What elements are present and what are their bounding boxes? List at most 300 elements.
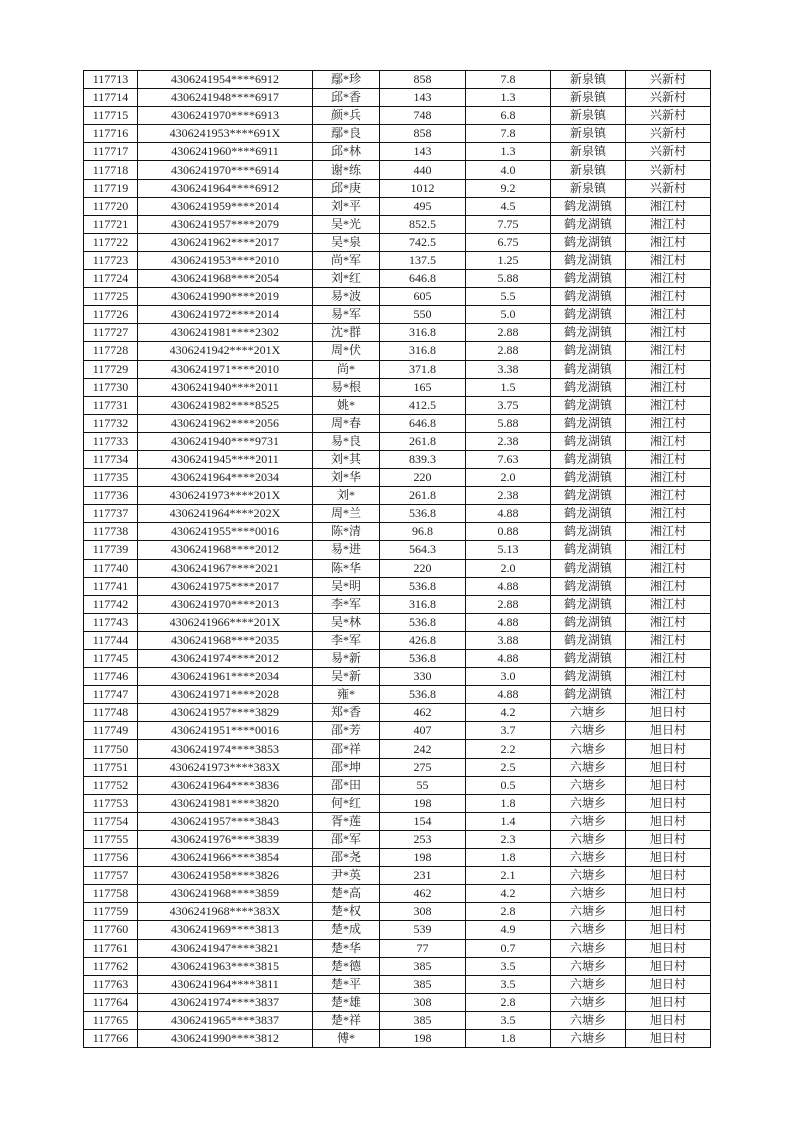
id-number-cell: 4306241964****3836 [138,776,313,794]
table-row [84,758,711,776]
village-cell: 旭日村 [626,758,711,776]
town-cell: 鹤龙湖镇 [551,233,626,251]
serial-number-cell: 117737 [84,505,138,523]
village-cell: 湘江村 [626,288,711,306]
name-cell: 易*新 [313,650,380,668]
town-cell: 六塘乡 [551,722,626,740]
area-cell: 1.25 [466,251,551,269]
area-cell: 4.88 [466,686,551,704]
name-cell: 吴*新 [313,668,380,686]
table-row [84,559,711,577]
town-cell: 新泉镇 [551,71,626,89]
village-cell: 湘江村 [626,251,711,269]
amount-cell: 412.5 [380,396,466,414]
village-cell: 旭日村 [626,830,711,848]
village-cell: 湘江村 [626,668,711,686]
town-cell: 鹤龙湖镇 [551,432,626,450]
id-number-cell: 4306241981****3820 [138,794,313,812]
table-row [84,1029,711,1047]
name-cell: 刘*平 [313,197,380,215]
town-cell: 鹤龙湖镇 [551,197,626,215]
amount-cell: 462 [380,885,466,903]
amount-cell: 858 [380,71,466,89]
serial-number-cell: 117715 [84,107,138,125]
town-cell: 六塘乡 [551,957,626,975]
village-cell: 旭日村 [626,812,711,830]
area-cell: 6.8 [466,107,551,125]
id-number-cell: 4306241990****3812 [138,1029,313,1047]
name-cell: 邵*祥 [313,740,380,758]
id-number-cell: 4306241940****2011 [138,378,313,396]
village-cell: 湘江村 [626,650,711,668]
name-cell: 尚* [313,360,380,378]
table-row [84,215,711,233]
name-cell: 刘*红 [313,270,380,288]
table-row [84,776,711,794]
serial-number-cell: 117727 [84,324,138,342]
name-cell: 胥*莲 [313,812,380,830]
town-cell: 新泉镇 [551,107,626,125]
amount-cell: 316.8 [380,324,466,342]
amount-cell: 1012 [380,179,466,197]
area-cell: 2.88 [466,595,551,613]
amount-cell: 198 [380,849,466,867]
village-cell: 湘江村 [626,595,711,613]
area-cell: 4.88 [466,613,551,631]
name-cell: 李*军 [313,595,380,613]
village-cell: 湘江村 [626,469,711,487]
table-row [84,613,711,631]
id-number-cell: 4306241964****2034 [138,469,313,487]
amount-cell: 231 [380,867,466,885]
id-number-cell: 4306241968****2012 [138,541,313,559]
name-cell: 郑*香 [313,704,380,722]
town-cell: 鹤龙湖镇 [551,668,626,686]
village-cell: 兴新村 [626,89,711,107]
table-row [84,469,711,487]
area-cell: 1.3 [466,89,551,107]
name-cell: 尹*英 [313,867,380,885]
amount-cell: 536.8 [380,505,466,523]
town-cell: 鹤龙湖镇 [551,215,626,233]
town-cell: 鹤龙湖镇 [551,686,626,704]
id-number-cell: 4306241974****2012 [138,650,313,668]
village-cell: 湘江村 [626,342,711,360]
amount-cell: 220 [380,559,466,577]
area-cell: 3.5 [466,975,551,993]
village-cell: 兴新村 [626,161,711,179]
id-number-cell: 4306241972****2014 [138,306,313,324]
id-number-cell: 4306241970****2013 [138,595,313,613]
village-cell: 湘江村 [626,197,711,215]
name-cell: 吴*泉 [313,233,380,251]
table-row [84,993,711,1011]
amount-cell: 742.5 [380,233,466,251]
area-cell: 4.88 [466,505,551,523]
area-cell: 5.13 [466,541,551,559]
id-number-cell: 4306241964****202X [138,505,313,523]
village-cell: 湘江村 [626,613,711,631]
serial-number-cell: 117747 [84,686,138,704]
name-cell: 易*波 [313,288,380,306]
table-row [84,89,711,107]
town-cell: 六塘乡 [551,885,626,903]
serial-number-cell: 117728 [84,342,138,360]
serial-number-cell: 117714 [84,89,138,107]
table-row [84,432,711,450]
table-row [84,577,711,595]
table-row [84,161,711,179]
amount-cell: 143 [380,143,466,161]
serial-number-cell: 117742 [84,595,138,613]
town-cell: 新泉镇 [551,179,626,197]
amount-cell: 77 [380,939,466,957]
serial-number-cell: 117752 [84,776,138,794]
name-cell: 李*军 [313,631,380,649]
town-cell: 鹤龙湖镇 [551,251,626,269]
amount-cell: 154 [380,812,466,830]
amount-cell: 550 [380,306,466,324]
id-number-cell: 4306241962****2056 [138,414,313,432]
id-number-cell: 4306241968****2035 [138,631,313,649]
area-cell: 0.88 [466,523,551,541]
name-cell: 陈*华 [313,559,380,577]
amount-cell: 536.8 [380,650,466,668]
serial-number-cell: 117756 [84,849,138,867]
name-cell: 鄢*珍 [313,71,380,89]
table-row [84,324,711,342]
id-number-cell: 4306241968****383X [138,903,313,921]
area-cell: 1.8 [466,1029,551,1047]
table-row [84,306,711,324]
serial-number-cell: 117762 [84,957,138,975]
town-cell: 鹤龙湖镇 [551,541,626,559]
name-cell: 吴*光 [313,215,380,233]
serial-number-cell: 117741 [84,577,138,595]
table-row [84,740,711,758]
town-cell: 鹤龙湖镇 [551,631,626,649]
town-cell: 鹤龙湖镇 [551,342,626,360]
amount-cell: 646.8 [380,270,466,288]
town-cell: 鹤龙湖镇 [551,577,626,595]
area-cell: 1.4 [466,812,551,830]
area-cell: 4.88 [466,650,551,668]
amount-cell: 748 [380,107,466,125]
town-cell: 新泉镇 [551,125,626,143]
table-row [84,360,711,378]
area-cell: 4.88 [466,577,551,595]
amount-cell: 371.8 [380,360,466,378]
serial-number-cell: 117721 [84,215,138,233]
amount-cell: 308 [380,993,466,1011]
name-cell: 易*良 [313,432,380,450]
town-cell: 六塘乡 [551,704,626,722]
name-cell: 姚* [313,396,380,414]
serial-number-cell: 117720 [84,197,138,215]
table-row [84,107,711,125]
name-cell: 尚*军 [313,251,380,269]
name-cell: 邱*林 [313,143,380,161]
table-row [84,179,711,197]
area-cell: 1.8 [466,849,551,867]
name-cell: 沈*群 [313,324,380,342]
area-cell: 2.88 [466,342,551,360]
area-cell: 3.7 [466,722,551,740]
town-cell: 六塘乡 [551,993,626,1011]
village-cell: 旭日村 [626,1029,711,1047]
id-number-cell: 4306241958****3826 [138,867,313,885]
name-cell: 邵*坤 [313,758,380,776]
table-body [84,71,711,1048]
village-cell: 旭日村 [626,867,711,885]
amount-cell: 220 [380,469,466,487]
town-cell: 鹤龙湖镇 [551,396,626,414]
table-row [84,830,711,848]
area-cell: 2.0 [466,469,551,487]
serial-number-cell: 117719 [84,179,138,197]
serial-number-cell: 117754 [84,812,138,830]
amount-cell: 261.8 [380,487,466,505]
serial-number-cell: 117766 [84,1029,138,1047]
serial-number-cell: 117764 [84,993,138,1011]
id-number-cell: 4306241965****3837 [138,1011,313,1029]
area-cell: 7.8 [466,125,551,143]
village-cell: 湘江村 [626,270,711,288]
name-cell: 吴*明 [313,577,380,595]
amount-cell: 55 [380,776,466,794]
name-cell: 傅* [313,1029,380,1047]
id-number-cell: 4306241957****2079 [138,215,313,233]
table-row [84,396,711,414]
table-row [84,885,711,903]
name-cell: 楚*高 [313,885,380,903]
serial-number-cell: 117716 [84,125,138,143]
table-row [84,197,711,215]
village-cell: 湘江村 [626,324,711,342]
town-cell: 六塘乡 [551,794,626,812]
town-cell: 六塘乡 [551,921,626,939]
name-cell: 鄢*良 [313,125,380,143]
table-row [84,631,711,649]
table-row [84,650,711,668]
name-cell: 陈*清 [313,523,380,541]
id-number-cell: 4306241945****2011 [138,450,313,468]
amount-cell: 275 [380,758,466,776]
area-cell: 2.88 [466,324,551,342]
id-number-cell: 4306241981****2302 [138,324,313,342]
serial-number-cell: 117755 [84,830,138,848]
area-cell: 2.3 [466,830,551,848]
serial-number-cell: 117740 [84,559,138,577]
table-row [84,668,711,686]
id-number-cell: 4306241960****6911 [138,143,313,161]
serial-number-cell: 117751 [84,758,138,776]
id-number-cell: 4306241971****2028 [138,686,313,704]
amount-cell: 96.8 [380,523,466,541]
name-cell: 颜*兵 [313,107,380,125]
name-cell: 楚*华 [313,939,380,957]
serial-number-cell: 117761 [84,939,138,957]
area-cell: 5.88 [466,414,551,432]
table-row [84,342,711,360]
id-number-cell: 4306241969****3813 [138,921,313,939]
town-cell: 六塘乡 [551,758,626,776]
serial-number-cell: 117723 [84,251,138,269]
area-cell: 3.38 [466,360,551,378]
village-cell: 旭日村 [626,903,711,921]
village-cell: 湘江村 [626,378,711,396]
village-cell: 旭日村 [626,776,711,794]
name-cell: 邵*田 [313,776,380,794]
amount-cell: 564.3 [380,541,466,559]
area-cell: 2.8 [466,993,551,1011]
id-number-cell: 4306241954****6912 [138,71,313,89]
table-row [84,523,711,541]
serial-number-cell: 117717 [84,143,138,161]
serial-number-cell: 117749 [84,722,138,740]
town-cell: 六塘乡 [551,849,626,867]
village-cell: 湘江村 [626,432,711,450]
amount-cell: 330 [380,668,466,686]
amount-cell: 858 [380,125,466,143]
village-cell: 兴新村 [626,143,711,161]
town-cell: 鹤龙湖镇 [551,487,626,505]
name-cell: 刘*其 [313,450,380,468]
serial-number-cell: 117713 [84,71,138,89]
town-cell: 新泉镇 [551,89,626,107]
serial-number-cell: 117748 [84,704,138,722]
area-cell: 4.5 [466,197,551,215]
name-cell: 楚*平 [313,975,380,993]
name-cell: 易*进 [313,541,380,559]
area-cell: 2.38 [466,432,551,450]
id-number-cell: 4306241971****2010 [138,360,313,378]
village-cell: 湘江村 [626,306,711,324]
serial-number-cell: 117758 [84,885,138,903]
village-cell: 旭日村 [626,975,711,993]
amount-cell: 839.3 [380,450,466,468]
area-cell: 1.5 [466,378,551,396]
village-cell: 旭日村 [626,794,711,812]
town-cell: 六塘乡 [551,975,626,993]
id-number-cell: 4306241974****3853 [138,740,313,758]
id-number-cell: 4306241982****8525 [138,396,313,414]
id-number-cell: 4306241976****3839 [138,830,313,848]
amount-cell: 385 [380,1011,466,1029]
table-row [84,505,711,523]
serial-number-cell: 117763 [84,975,138,993]
area-cell: 9.2 [466,179,551,197]
id-number-cell: 4306241967****2021 [138,559,313,577]
area-cell: 3.0 [466,668,551,686]
town-cell: 六塘乡 [551,939,626,957]
area-cell: 6.75 [466,233,551,251]
area-cell: 2.8 [466,903,551,921]
town-cell: 鹤龙湖镇 [551,306,626,324]
serial-number-cell: 117739 [84,541,138,559]
name-cell: 周*春 [313,414,380,432]
amount-cell: 316.8 [380,342,466,360]
serial-number-cell: 117743 [84,613,138,631]
serial-number-cell: 117753 [84,794,138,812]
village-cell: 旭日村 [626,704,711,722]
id-number-cell: 4306241964****6912 [138,179,313,197]
table-row [84,812,711,830]
village-cell: 旭日村 [626,939,711,957]
area-cell: 2.0 [466,559,551,577]
amount-cell: 462 [380,704,466,722]
area-cell: 3.88 [466,631,551,649]
village-cell: 湘江村 [626,215,711,233]
town-cell: 六塘乡 [551,1029,626,1047]
serial-number-cell: 117731 [84,396,138,414]
serial-number-cell: 117765 [84,1011,138,1029]
village-cell: 湘江村 [626,559,711,577]
town-cell: 鹤龙湖镇 [551,559,626,577]
serial-number-cell: 117745 [84,650,138,668]
area-cell: 7.8 [466,71,551,89]
table-row [84,270,711,288]
town-cell: 鹤龙湖镇 [551,360,626,378]
area-cell: 2.5 [466,758,551,776]
name-cell: 刘*华 [313,469,380,487]
amount-cell: 242 [380,740,466,758]
area-cell: 3.5 [466,1011,551,1029]
town-cell: 鹤龙湖镇 [551,613,626,631]
serial-number-cell: 117735 [84,469,138,487]
table-row [84,794,711,812]
village-cell: 旭日村 [626,722,711,740]
table-row [84,233,711,251]
id-number-cell: 4306241968****2054 [138,270,313,288]
serial-number-cell: 117744 [84,631,138,649]
table-row [84,541,711,559]
area-cell: 5.88 [466,270,551,288]
name-cell: 刘* [313,487,380,505]
table-row [84,957,711,975]
serial-number-cell: 117722 [84,233,138,251]
area-cell: 3.75 [466,396,551,414]
amount-cell: 852.5 [380,215,466,233]
serial-number-cell: 117724 [84,270,138,288]
town-cell: 鹤龙湖镇 [551,288,626,306]
town-cell: 六塘乡 [551,830,626,848]
id-number-cell: 4306241970****6913 [138,107,313,125]
serial-number-cell: 117757 [84,867,138,885]
table-row [84,378,711,396]
amount-cell: 536.8 [380,613,466,631]
table-row [84,921,711,939]
table-row [84,867,711,885]
town-cell: 六塘乡 [551,740,626,758]
name-cell: 邱*香 [313,89,380,107]
serial-number-cell: 117729 [84,360,138,378]
town-cell: 六塘乡 [551,903,626,921]
village-cell: 湘江村 [626,577,711,595]
amount-cell: 605 [380,288,466,306]
serial-number-cell: 117746 [84,668,138,686]
town-cell: 鹤龙湖镇 [551,414,626,432]
amount-cell: 143 [380,89,466,107]
area-cell: 4.2 [466,885,551,903]
village-cell: 湘江村 [626,487,711,505]
area-cell: 4.9 [466,921,551,939]
id-number-cell: 4306241957****3829 [138,704,313,722]
amount-cell: 495 [380,197,466,215]
serial-number-cell: 117759 [84,903,138,921]
amount-cell: 426.8 [380,631,466,649]
amount-cell: 253 [380,830,466,848]
